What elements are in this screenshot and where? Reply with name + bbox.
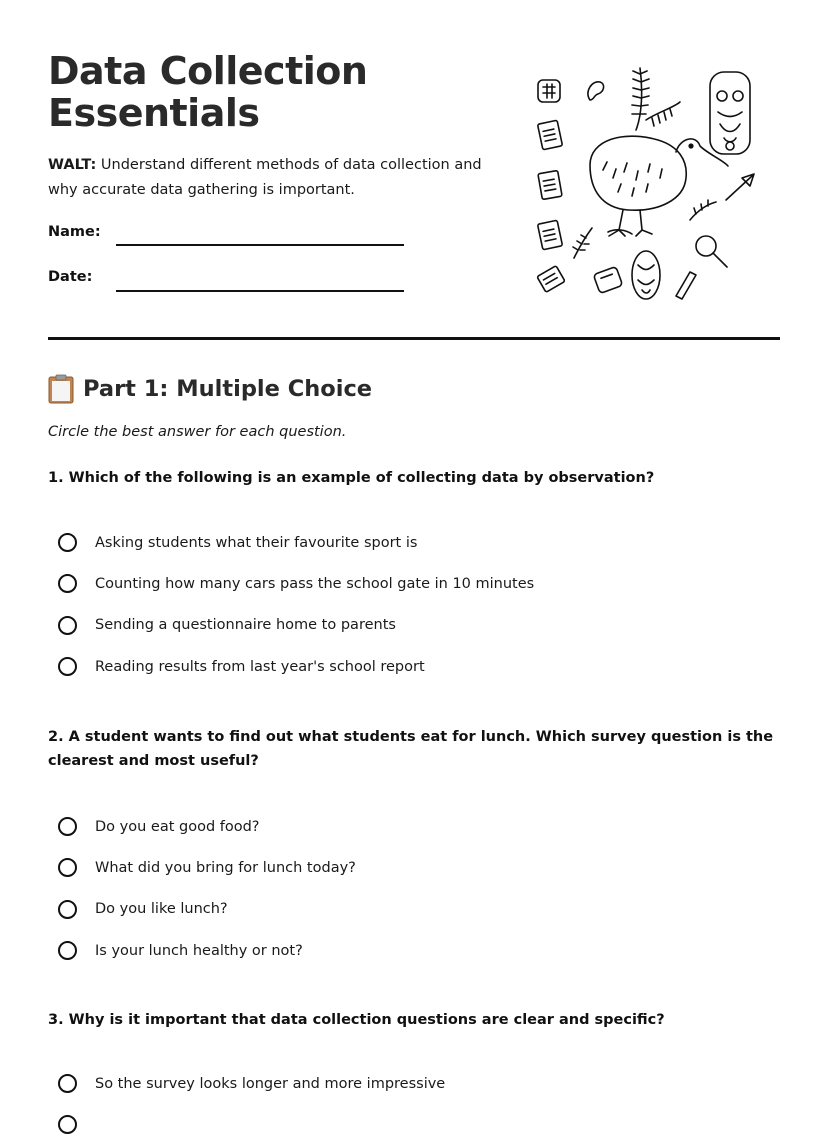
- part1-heading: [48, 372, 372, 406]
- date-field[interactable]: [116, 290, 404, 292]
- option-q2-b[interactable]: [58, 847, 356, 888]
- kiwi-illustration: [528, 60, 758, 305]
- shield-icon: [632, 251, 660, 299]
- option-label: Counting how many cars pass the school gate in 10 minutes: [95, 575, 535, 592]
- option-label: Do you like lunch?: [95, 901, 228, 918]
- question-3: 3. Why is it important that data collection questions are clear and specific?: [48, 1012, 665, 1028]
- radio-circle[interactable]: [58, 1115, 77, 1134]
- option-q2-c[interactable]: [58, 889, 356, 930]
- option-label: Is your lunch healthy or not?: [95, 942, 303, 959]
- walt-statement: [48, 153, 508, 203]
- option-q1-d[interactable]: [58, 646, 534, 687]
- option-label: Do you eat good food?: [95, 818, 260, 835]
- question-2: 2. A student wants to find out what students eat for lunch. Which survey question is the clearest and most useful?: [48, 729, 774, 769]
- date-label: Date:: [48, 269, 93, 285]
- carved-panel-icon: [710, 72, 750, 154]
- hammer-icon: [726, 174, 754, 200]
- radio-circle[interactable]: [58, 657, 77, 676]
- radio-circle[interactable]: [58, 900, 77, 919]
- clipboard-icon: [537, 120, 565, 292]
- section-divider: [48, 337, 780, 340]
- clipboard-icon: [48, 374, 74, 404]
- radio-circle[interactable]: [58, 616, 77, 635]
- option-q1-a[interactable]: [58, 522, 534, 563]
- question-1: 1. Which of the following is an example of collecting data by observation?: [48, 470, 655, 486]
- radio-circle[interactable]: [58, 858, 77, 877]
- walt-text: Understand different methods of data collection and why accurate data gathering is important.: [48, 157, 482, 198]
- name-field[interactable]: [116, 244, 404, 246]
- question-1-options: [58, 522, 534, 687]
- fern-sprig-icon: [573, 228, 592, 258]
- option-label: So the survey looks longer and more impressive: [95, 1075, 446, 1092]
- option-q1-c[interactable]: [58, 605, 534, 646]
- name-label: Name:: [48, 224, 101, 240]
- walt-label: WALT:: [48, 157, 97, 173]
- option-label: Reading results from last year's school report: [95, 658, 425, 675]
- option-q2-a[interactable]: [58, 806, 356, 847]
- pencil-icon: [676, 272, 696, 299]
- magnifier-icon: [696, 236, 727, 267]
- question-2-options: [58, 806, 356, 971]
- radio-circle[interactable]: [58, 941, 77, 960]
- section-title: Part 1: Multiple Choice: [83, 376, 373, 402]
- page-title: Data Collection Essentials: [48, 49, 368, 135]
- option-q3-a[interactable]: [58, 1063, 445, 1104]
- option-q3-b-partial[interactable]: [58, 1104, 445, 1145]
- option-q1-b[interactable]: [58, 563, 534, 604]
- hook-icon: [588, 82, 604, 100]
- kiwi-bird-icon: [590, 136, 728, 236]
- instruction-text: Circle the best answer for each question.: [48, 424, 347, 440]
- option-q2-d[interactable]: [58, 930, 356, 971]
- option-label: Sending a questionnaire home to parents: [95, 617, 396, 634]
- radio-circle[interactable]: [58, 533, 77, 552]
- radio-circle[interactable]: [58, 1074, 77, 1093]
- question-3-options: [58, 1063, 445, 1146]
- radio-circle[interactable]: [58, 574, 77, 593]
- sprig-icon: [690, 200, 716, 220]
- option-label: Asking students what their favourite sport is: [95, 534, 418, 551]
- radio-circle[interactable]: [58, 817, 77, 836]
- fern-icon: [632, 68, 680, 130]
- calculator-icon: [593, 266, 622, 293]
- option-label: What did you bring for lunch today?: [95, 859, 356, 876]
- carving-icon: [538, 80, 560, 102]
